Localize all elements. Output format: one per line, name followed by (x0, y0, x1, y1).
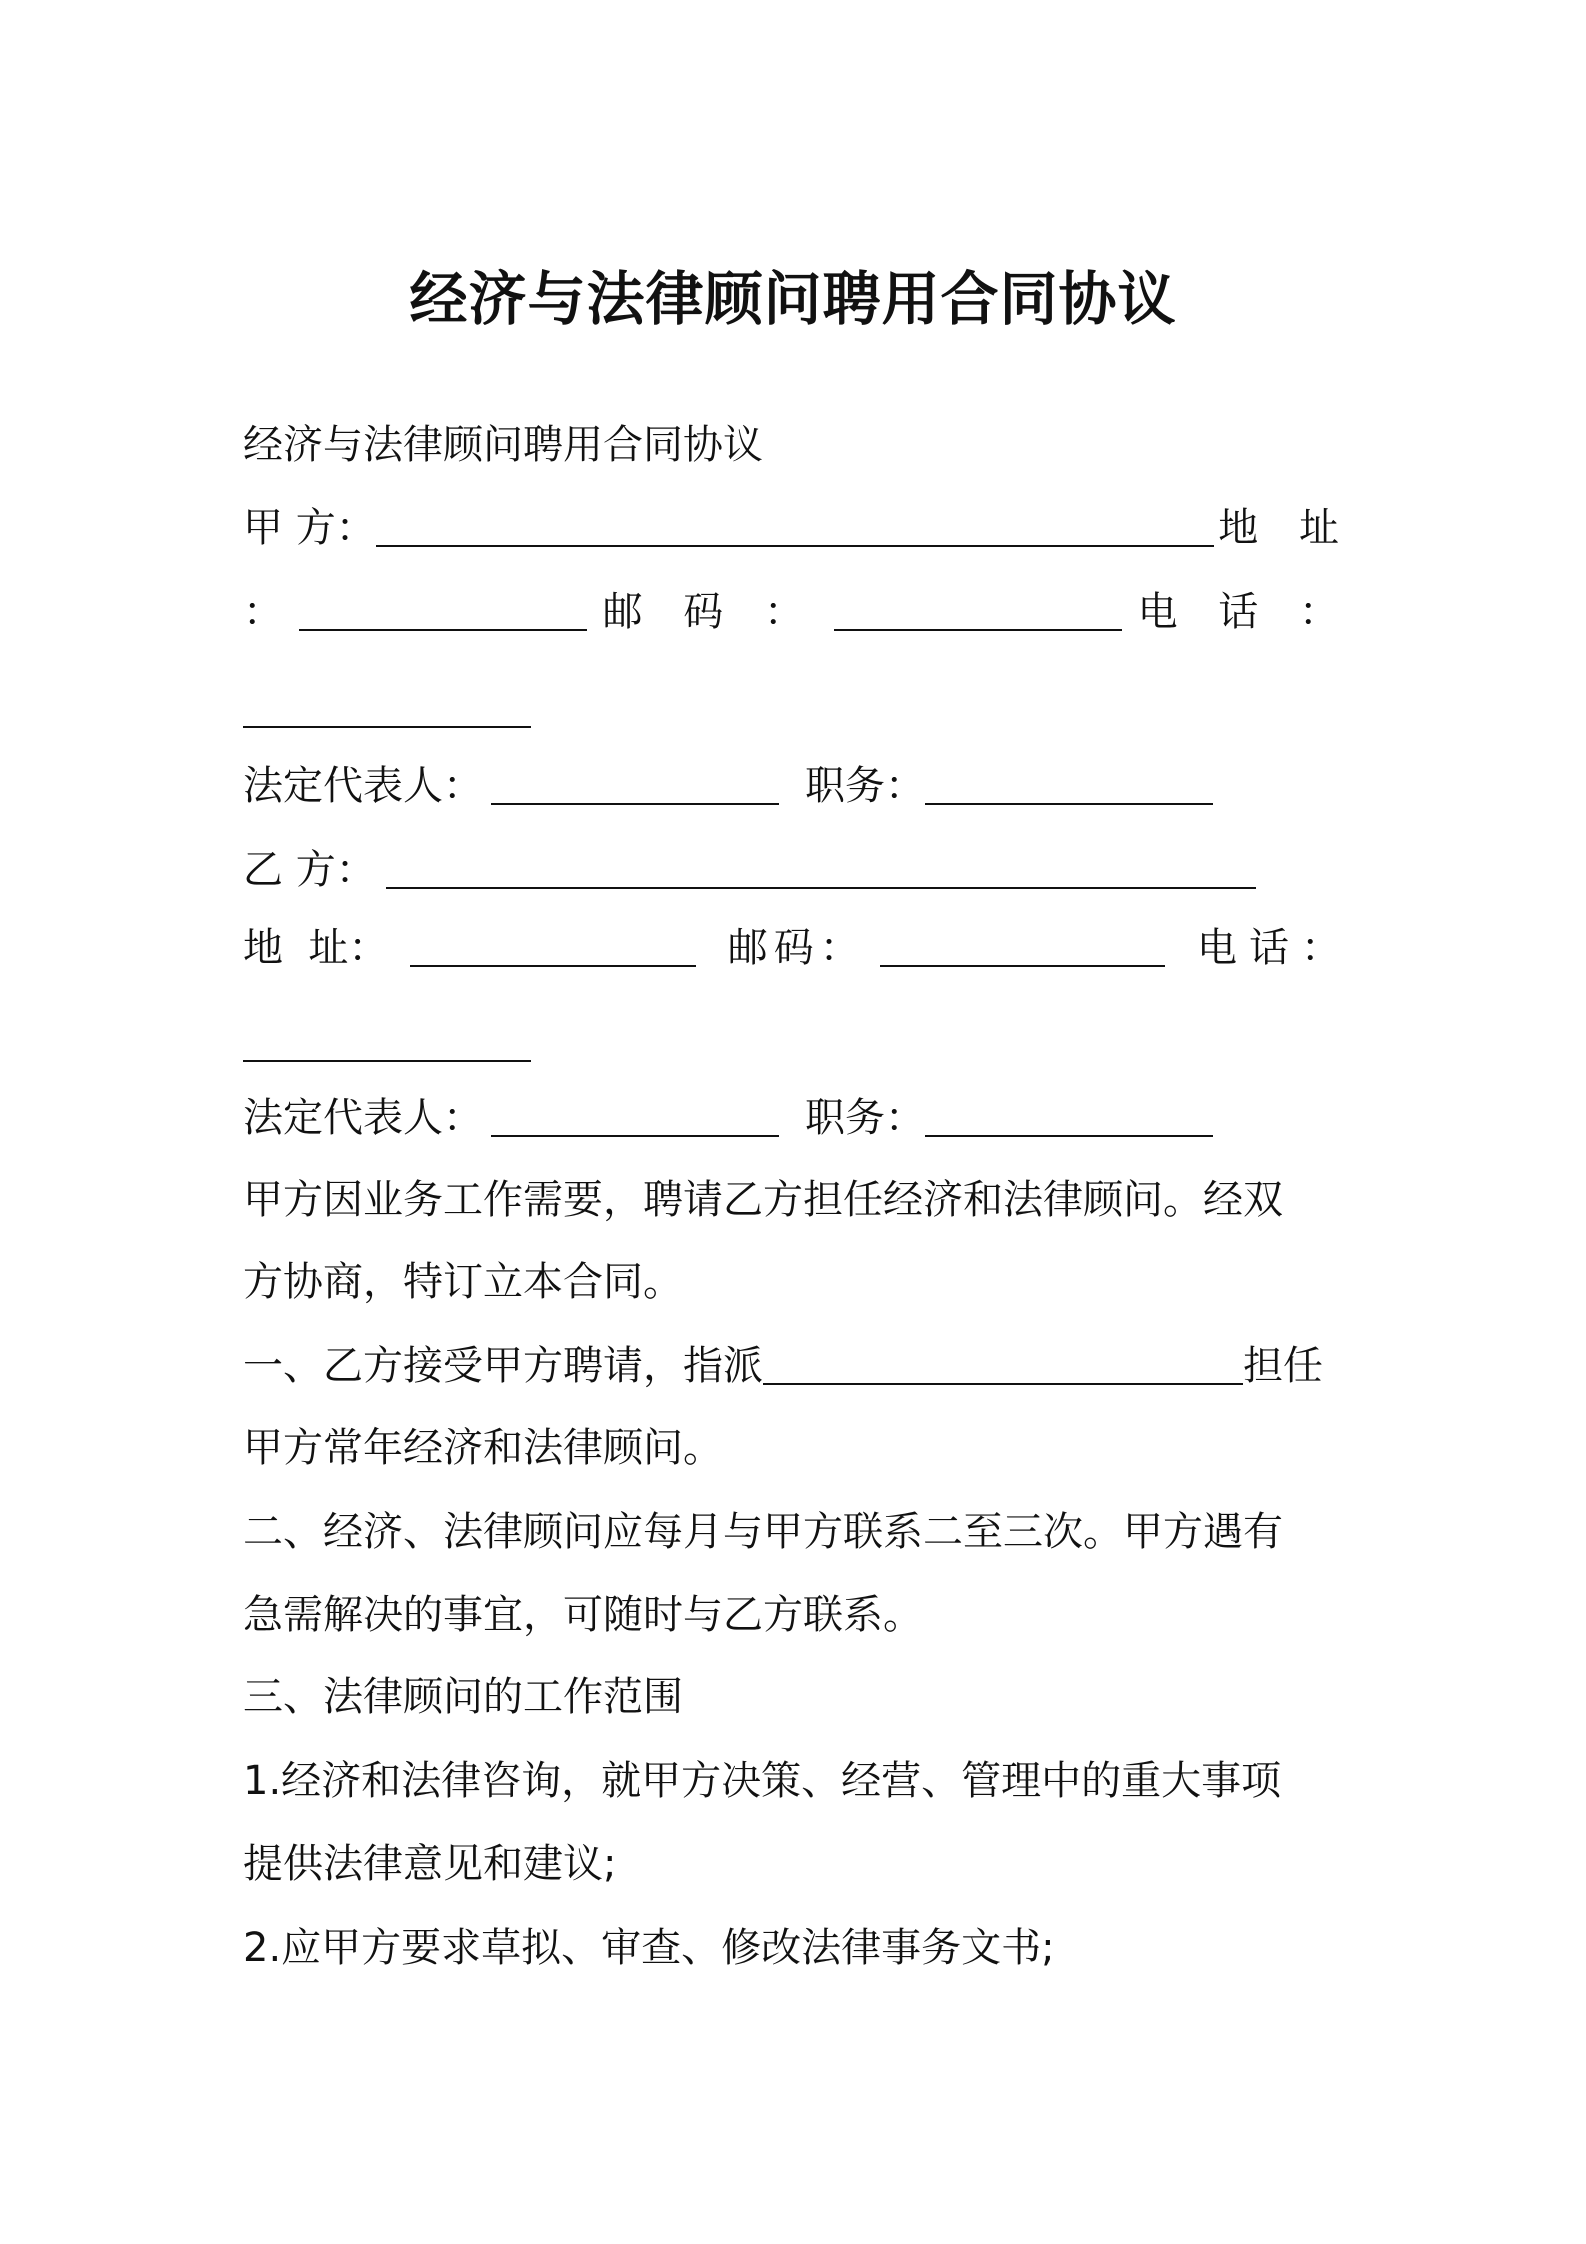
item-1-line-2: 提供法律意见和建议; (243, 1841, 617, 1887)
clause-1-head: 一、乙方接受甲方聘请，指派 (243, 1343, 763, 1389)
party-b-rep-blank[interactable] (491, 1103, 779, 1137)
party-a-address-label: 地 址 (1218, 505, 1353, 551)
party-a-contact-row (243, 588, 1353, 636)
party-a-address-blank[interactable] (299, 597, 587, 631)
party-a-phone-label: 电 话 ： (1137, 589, 1353, 635)
party-b-contact-row (243, 924, 1353, 972)
party-b-name-row (243, 846, 1353, 894)
party-a-position-blank[interactable] (925, 771, 1213, 805)
party-a-name-row (243, 504, 1353, 552)
party-a-postcode-label: 邮 码 ： (602, 589, 818, 635)
intro-line-1: 甲方因业务工作需要，聘请乙方担任经济和法律顾问。经双 (243, 1177, 1283, 1223)
party-b-postcode-label: 邮码： (727, 925, 866, 971)
party-b-address-blank[interactable] (410, 933, 695, 967)
party-b-phone-row (243, 1024, 1353, 1073)
party-a-rep-label: 法定代表人： (243, 763, 483, 809)
page-title: 经济与法律顾问聘用合同协议 (409, 265, 1177, 333)
party-b-phone-label: 电话： (1197, 925, 1353, 971)
intro-line-2: 方协商，特订立本合同。 (243, 1259, 683, 1305)
party-b-postcode-blank[interactable] (880, 933, 1165, 967)
clause-3-heading: 三、法律顾问的工作范围 (243, 1674, 683, 1720)
clause-1-line-1 (243, 1342, 1353, 1390)
party-b-address-label: 地 址： (243, 925, 389, 971)
party-b-position-blank[interactable] (925, 1103, 1213, 1137)
party-b-phone-blank[interactable] (243, 1028, 531, 1062)
party-a-address-colon: ： (243, 589, 283, 635)
clause-1-blank[interactable] (763, 1351, 1243, 1385)
party-b-rep-label: 法定代表人： (243, 1095, 483, 1141)
party-a-rep-blank[interactable] (491, 771, 779, 805)
party-b-name-blank[interactable] (386, 855, 1256, 889)
party-b-rep-row (243, 1094, 1353, 1142)
clause-2-line-2: 急需解决的事宜，可随时与乙方联系。 (243, 1592, 923, 1638)
clause-2-line-1: 二、经济、法律顾问应每月与甲方联系二至三次。甲方遇有 (243, 1509, 1283, 1555)
item-2-line: 2.应甲方要求草拟、审查、修改法律事务文书; (243, 1925, 1055, 1971)
item-1-line-1: 1.经济和法律咨询，就甲方决策、经营、管理中的重大事项 (243, 1758, 1282, 1804)
party-a-phone-row (243, 690, 1353, 739)
party-a-rep-row (243, 762, 1353, 810)
party-a-position-label: 职务： (805, 763, 925, 809)
clause-1-line-2: 甲方常年经济和法律顾问。 (243, 1425, 723, 1471)
party-a-phone-blank[interactable] (243, 694, 531, 728)
party-a-name-blank[interactable] (376, 513, 1215, 547)
document-subtitle: 经济与法律顾问聘用合同协议 (243, 422, 763, 468)
party-a-label: 甲 方： (243, 505, 376, 551)
party-a-postcode-blank[interactable] (834, 597, 1122, 631)
clause-1-tail: 担任 (1243, 1343, 1323, 1389)
party-b-position-label: 职务： (805, 1095, 925, 1141)
party-b-label: 乙 方： (243, 847, 376, 893)
